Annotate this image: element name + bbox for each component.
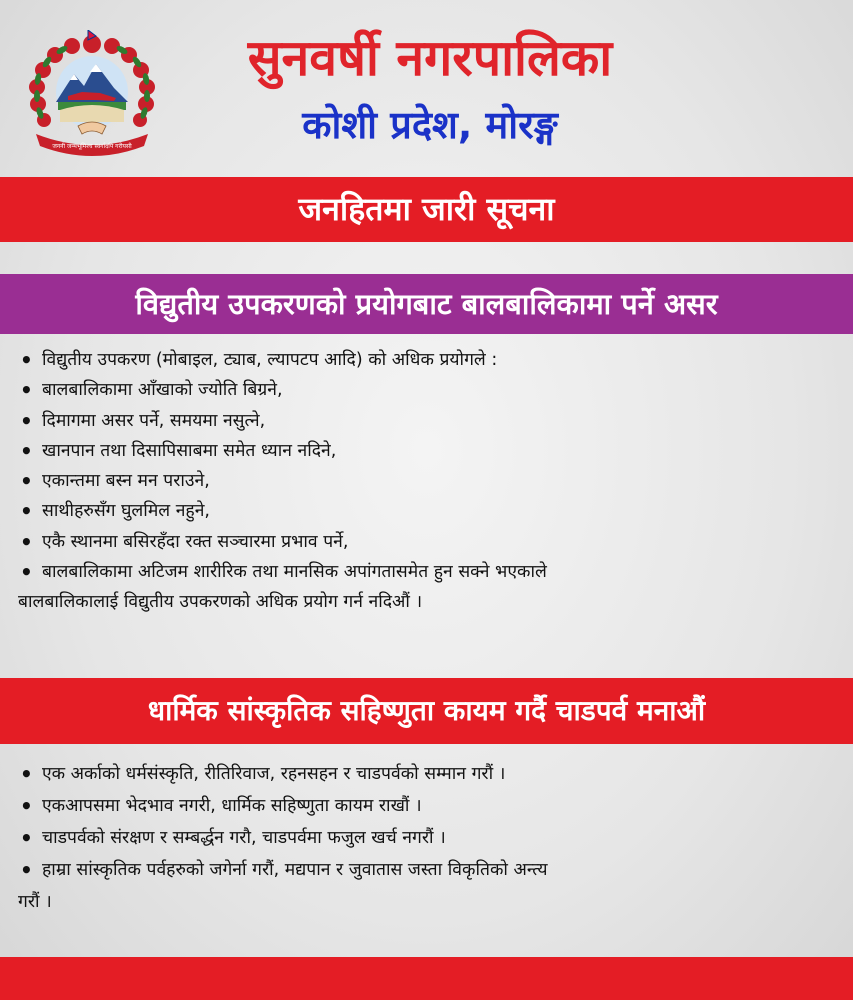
list-item: • बालबालिकामा अटिजम शारीरिक तथा मानसिक अपांगतासमेत हुन सक्ने भएकाले बालबालिकालाई विद्युतीय उपकरणको अधिक प्रयोग गर्न नदिऔं ।: [18, 557, 833, 618]
bullet-icon: •: [20, 794, 33, 818]
list-item: • साथीहरुसँग घुलमिल नहुने,: [18, 496, 833, 526]
list-item: • एकआपसमा भेदभाव नगरी, धार्मिक सहिष्णुता कायम राखौं ।: [18, 790, 833, 822]
section1-heading: विद्युतीय उपकरणको प्रयोगबाट बालबालिकामा पर्ने असर: [0, 274, 853, 334]
bullet-icon: •: [20, 560, 33, 585]
list-item: • बालबालिकामा आँखाको ज्योति बिग्रने,: [18, 375, 833, 405]
bullet-icon: •: [20, 408, 33, 433]
bullet-icon: •: [20, 826, 33, 850]
bullet-icon: •: [20, 378, 33, 403]
bullet-icon: •: [20, 438, 33, 463]
footer-band: [0, 957, 853, 1000]
list-item: • हाम्रा सांस्कृतिक पर्वहरुको जगेर्ना गरौं, मद्यपान र जुवातास जस्ता विकृतिको अन्त्य गरौं ।: [18, 854, 833, 918]
section2-list: [18, 758, 833, 918]
bullet-icon: •: [20, 499, 33, 524]
page-subtitle: कोशी प्रदेश, मोरङ्ग: [302, 103, 558, 147]
bullet-icon: •: [20, 858, 33, 882]
bullet-icon: •: [20, 762, 33, 786]
nepal-emblem-icon: [22, 30, 162, 160]
list-item: • दिमागमा असर पर्ने, समयमा नसुत्ने,: [18, 406, 833, 436]
header: [0, 0, 853, 170]
list-item: • एक अर्काको धर्मसंस्कृति, रीतिरिवाज, रहनसहन र चाडपर्वको सम्मान गरौं ।: [18, 758, 833, 790]
list-item: • एकै स्थानमा बसिरहँदा रक्त सञ्चारमा प्रभाव पर्ने,: [18, 527, 833, 557]
section2-heading: धार्मिक सांस्कृतिक सहिष्णुता कायम गर्दै चाडपर्व मनाऔं: [0, 678, 853, 744]
notice-banner: जनहितमा जारी सूचना: [0, 177, 853, 242]
list-item: • एकान्तमा बस्न मन पराउने,: [18, 466, 833, 496]
page-title: सुनवर्षी नगरपालिका: [247, 29, 613, 87]
list-item: • चाडपर्वको संरक्षण र सम्बर्द्धन गरौ, चाडपर्वमा फजुल खर्च नगरौं ।: [18, 822, 833, 854]
section1-list: [18, 345, 833, 618]
emblem-caption: जननी जन्मभूमिश्च स्वर्गादपि गरीयसी: [52, 143, 132, 150]
list-item: • खानपान तथा दिसापिसाबमा समेत ध्यान नदिने,: [18, 436, 833, 466]
bullet-icon: •: [20, 348, 33, 372]
list-item: • विद्युतीय उपकरण (मोबाइल, ट्याब, ल्यापटप आदि) को अधिक प्रयोगले :: [18, 345, 833, 375]
bullet-icon: •: [20, 469, 33, 494]
bullet-icon: •: [20, 529, 33, 554]
